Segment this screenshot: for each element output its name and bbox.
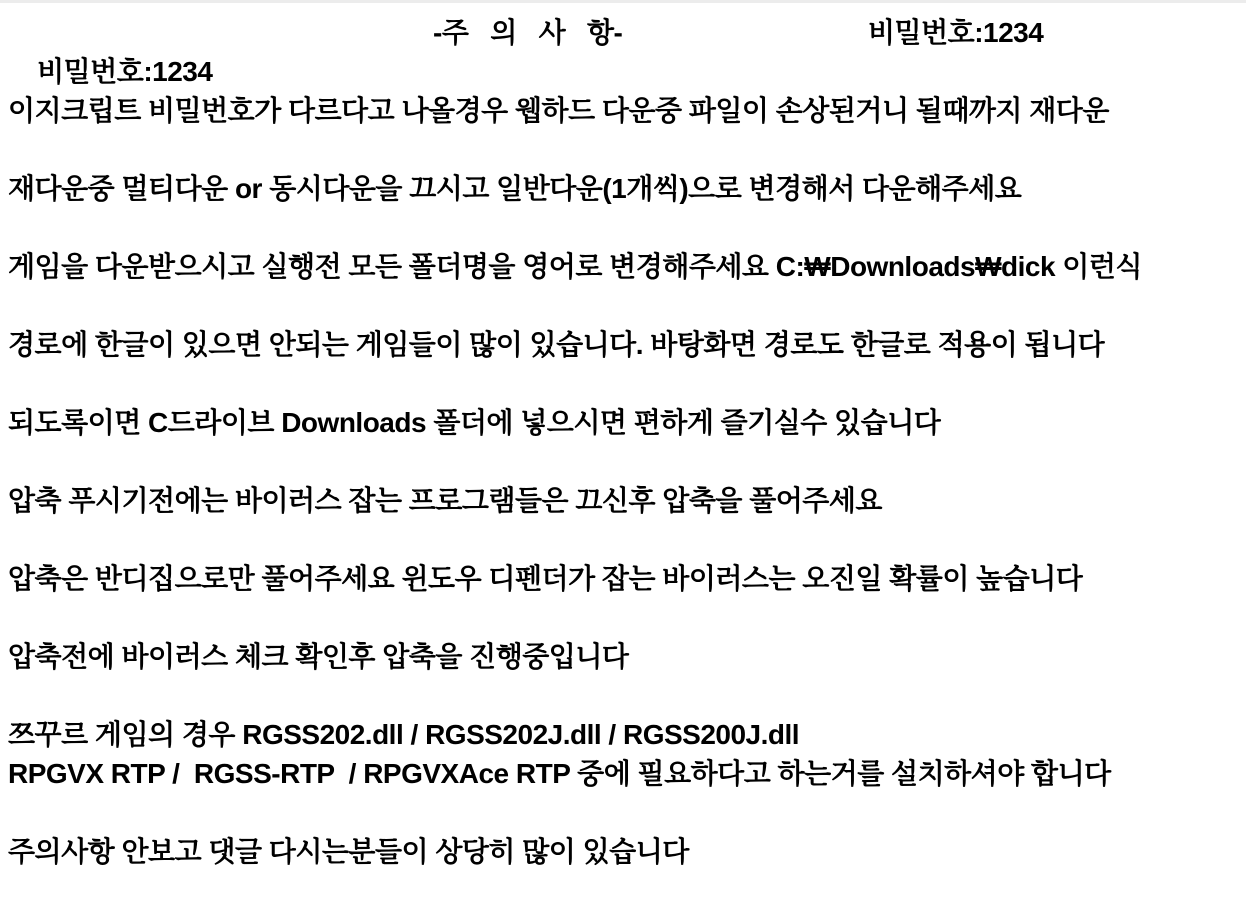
notice-paragraph — [8, 637, 1238, 676]
password-right-label: 비밀번호:1234 — [868, 17, 1044, 48]
notice-paragraph — [8, 325, 1238, 364]
notice-paragraph — [8, 832, 1238, 871]
notice-line: 이지크립트 비밀번호가 다르다고 나올경우 웹하드 다운중 파일이 손상된거니 될때까지 재다운 — [8, 95, 1109, 126]
notice-paragraph — [8, 559, 1238, 598]
notice-line: 주의사항 안보고 댓글 다시는분들이 상당히 많이 있습니다 — [8, 836, 689, 867]
notice-line: 게임을 다운받으시고 실행전 모든 폴더명을 영어로 변경해주세요 C:₩Downloads₩dick 이런식 — [8, 251, 1142, 282]
notice-paragraph — [8, 91, 1238, 130]
notice-line: 재다운중 멀티다운 or 동시다운을 끄시고 일반다운(1개씩)으로 변경해서 다운해주세요 — [8, 173, 1022, 204]
password-left-label: 비밀번호:1234 — [37, 56, 213, 87]
notice-title: -주 의 사 항- — [433, 17, 623, 48]
notice-document — [0, 3, 1246, 871]
notice-paragraph — [8, 169, 1238, 208]
notice-paragraph — [8, 247, 1238, 286]
notice-paragraph — [8, 481, 1238, 520]
notice-paragraph — [8, 715, 1238, 793]
notice-line: RPGVX RTP / RGSS-RTP / RPGVXAce RTP 중에 필요하다고 하는거를 설치하셔야 합니다 — [8, 758, 1111, 789]
notice-line: 압축전에 바이러스 체크 확인후 압축을 진행중입니다 — [8, 641, 629, 672]
notice-line: 쯔꾸르 게임의 경우 RGSS202.dll / RGSS202J.dll / RGSS200J.dll — [8, 719, 800, 750]
notice-line: 경로에 한글이 있으면 안되는 게임들이 많이 있습니다. 바탕화면 경로도 한글로 적용이 됩니다 — [8, 329, 1105, 360]
notice-header — [8, 13, 1238, 87]
notice-line: 압축은 반디집으로만 풀어주세요 윈도우 디펜더가 잡는 바이러스는 오진일 확률이 높습니다 — [8, 563, 1083, 594]
notice-paragraph — [8, 403, 1238, 442]
notice-line: 되도록이면 C드라이브 Downloads 폴더에 넣으시면 편하게 즐기실수 있습니다 — [8, 407, 941, 438]
notice-line: 압축 푸시기전에는 바이러스 잡는 프로그램들은 끄신후 압축을 풀어주세요 — [8, 485, 882, 516]
